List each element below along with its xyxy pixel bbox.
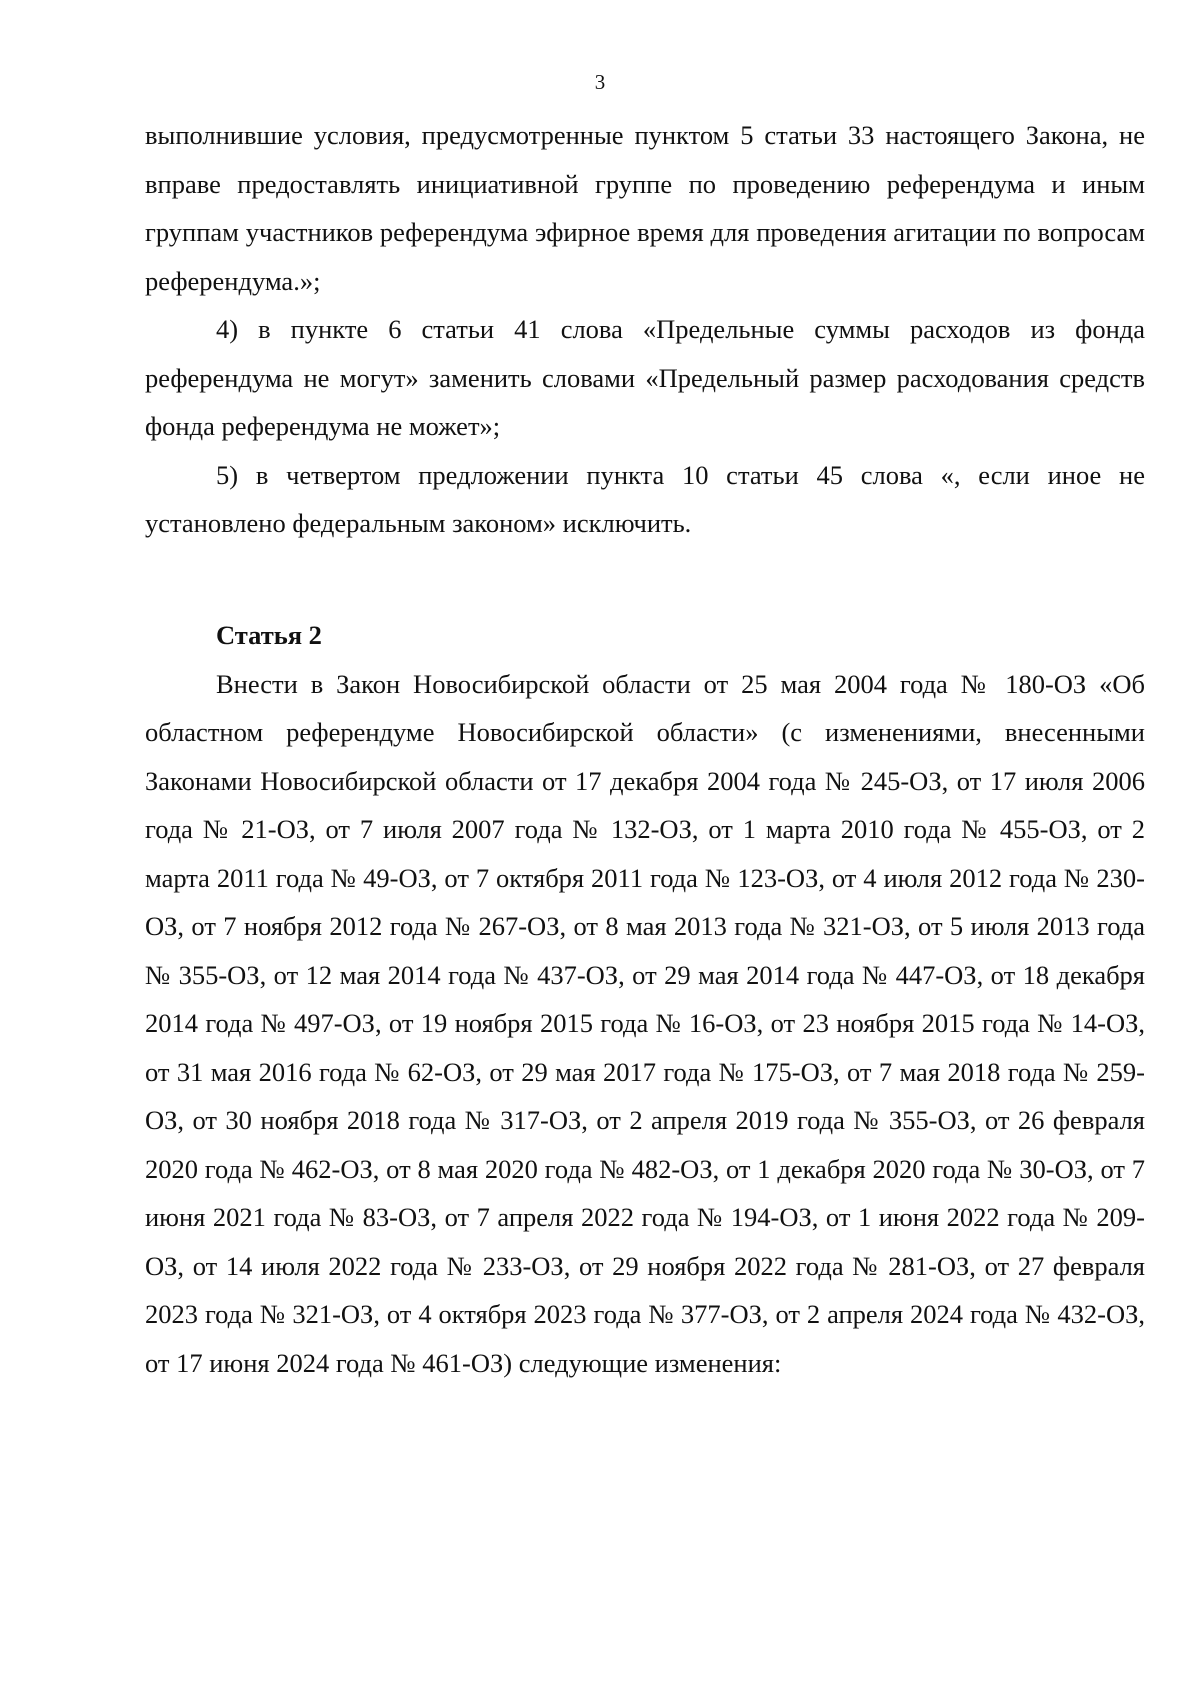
paragraph-end-of-item-3: выполнившие условия, предусмотренные пунктом 5 статьи 33 настоящего Закона, не вправе предоставлять инициативной группе по проведению референдума и иным группам участников референдума эфирное время для проведения агитации по вопросам референдума.»; <box>145 120 1145 296</box>
page-number: 3 <box>594 70 606 94</box>
article-1-continuation <box>145 111 1145 548</box>
paragraph-item-4: 4) в пункте 6 статьи 41 слова «Предельные суммы расходов из фонда референдума не могут» заменить словами «Предельный размер расходования средств фонда референдума не может»; <box>145 314 1145 441</box>
article-2 <box>145 611 1145 1387</box>
article-2-heading: Статья 2 <box>216 620 322 650</box>
paragraph-item-5: 5) в четвертом предложении пункта 10 статьи 45 слова «, если иное не установлено федеральным законом» исключить. <box>145 459 1145 538</box>
article-2-intro-paragraph: Внести в Закон Новосибирской области от 25 мая 2004 года № 180-ОЗ «Об областном референдуме Новосибирской области» (с изменениями, внесенными Законами Новосибирской области от 17 декабря 2004 года № 245-ОЗ, от 17 июля 2006 года № 21-ОЗ, от 7 июля 2007 года № 132-ОЗ, от 1 марта 2010 года № 455-ОЗ, от 2 марта 2011 года № 49-ОЗ, от 7 октября 2011 года № 123-ОЗ, от 4 июля 2012 года № 230-ОЗ, от 7 ноября 2012 года № 267-ОЗ, от 8 мая 2013 года № 321-ОЗ, от 5 июля 2013 года № 355-ОЗ, от 12 мая 2014 года № 437-ОЗ, от 29 мая 2014 года № 447-ОЗ, от 18 декабря 2014 года № 497-ОЗ, от 19 ноября 2015 года № 16-ОЗ, от 23 ноября 2015 года № 14-ОЗ, от 31 мая 2016 года № 62-ОЗ, от 29 мая 2017 года № 175-ОЗ, от 7 мая 2018 года № 259-ОЗ, от 30 ноября 2018 года № 317-ОЗ, от 2 апреля 2019 года № 355-ОЗ, от 26 февраля 2020 года № 462-ОЗ, от 8 мая 2020 года № 482-ОЗ, от 1 декабря 2020 года № 30-ОЗ, от 7 июня 2021 года № 83-ОЗ, от 7 апреля 2022 года № 194-ОЗ, от 1 июня 2022 года № 209-ОЗ, от 14 июля 2022 года № 233-ОЗ, от 29 ноября 2022 года № 281-ОЗ, от 27 февраля 2023 года № 321-ОЗ, от 4 октября 2023 года № 377-ОЗ, от 2 апреля 2024 года № 432-ОЗ, от 17 июня 2024 года № 461-ОЗ) следующие изменения: <box>145 668 1145 1378</box>
